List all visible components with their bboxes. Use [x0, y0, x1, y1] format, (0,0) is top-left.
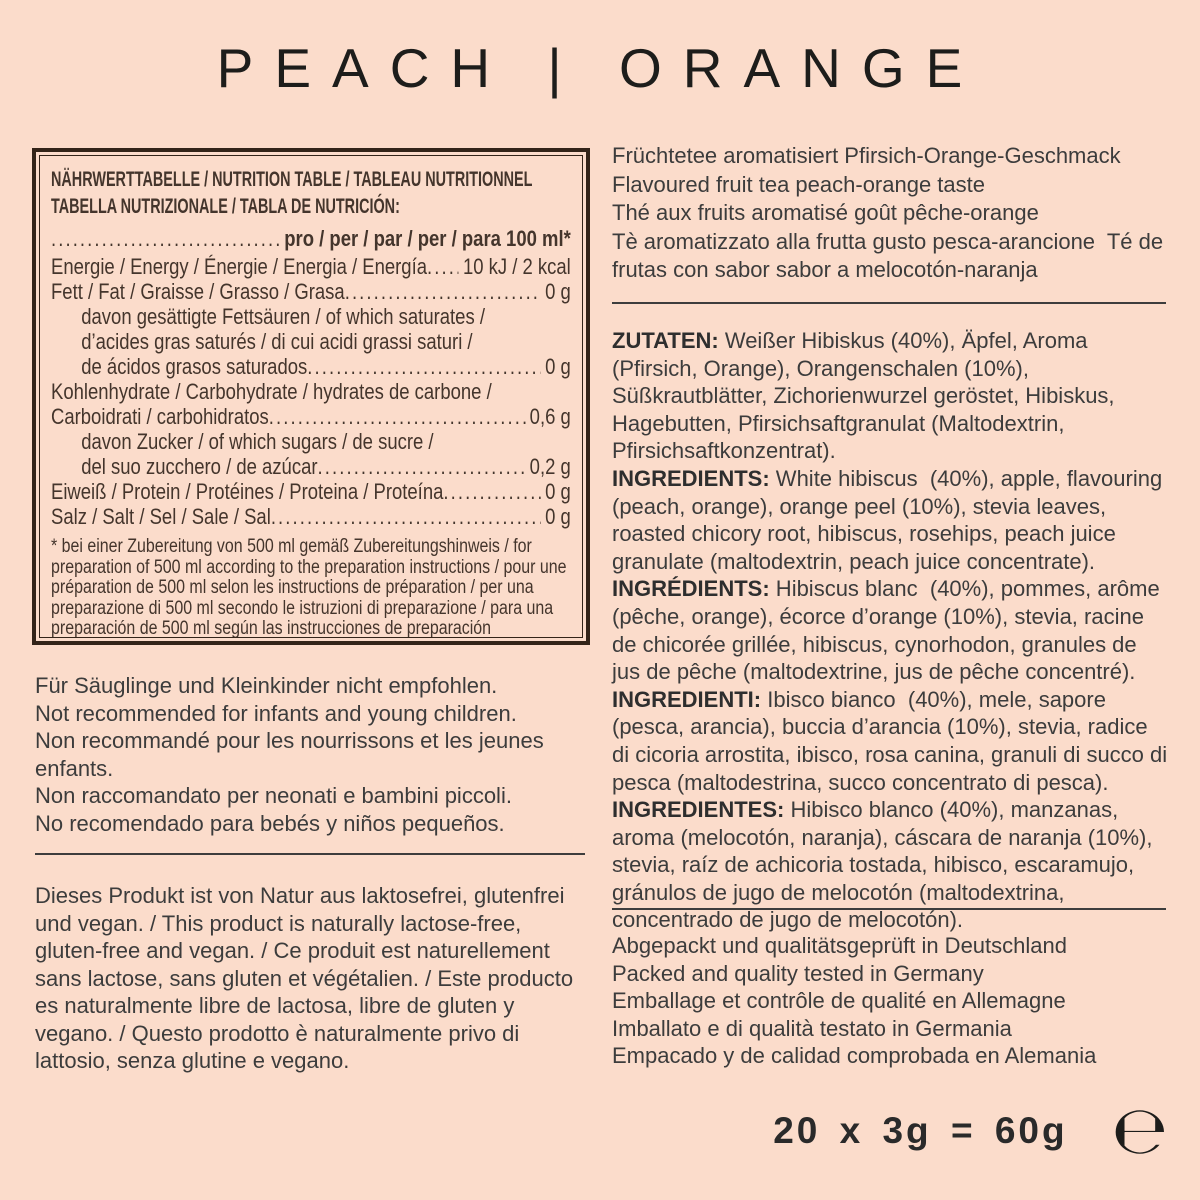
text-line: Thé aux fruits aromatisé goût pêche-orange — [612, 200, 1039, 225]
ingredients-list — [612, 327, 1174, 934]
ingredient-language-label: ZUTATEN: — [612, 328, 719, 353]
nutrient-value: 0 g — [545, 479, 571, 504]
nutrient-value: 0 g — [545, 504, 571, 529]
nutrient-row — [51, 354, 571, 379]
dot-leader — [307, 354, 541, 379]
infant-warning — [35, 672, 587, 837]
text-line: Emballage et contrôle de qualité en Allemagne — [612, 988, 1066, 1013]
nutrient-label: Energie / Energy / Énergie / Energia / Energía — [51, 254, 427, 279]
nutrient-label-line: davon gesättigte Fettsäuren / of which saturates / — [81, 304, 485, 329]
nutrient-label: Fett / Fat / Graisse / Grasso / Grasa — [51, 279, 345, 304]
text-line: Früchtetee aromatisiert Pfirsich-Orange-Geschmack — [612, 143, 1121, 168]
nutrient-value: 0,6 g — [529, 404, 571, 429]
nutrient-row — [51, 454, 571, 479]
ingredient-segment — [612, 327, 1170, 465]
ingredient-text: Weißer Hibiskus (40%), Äpfel, Aroma (Pfirsich, Orange), Orangenschalen (10%), Süßkrautblätter, Zichorienwurzel geröstet, Hibiskus, Hagebutten, Pfirsichsaftgranulat (Maltodextrin, Pfirsichsaftkonzentrat). — [612, 328, 1121, 464]
text-line: Non raccomandato per neonati e bambini piccoli. — [35, 783, 512, 808]
dot-leader — [345, 279, 541, 304]
dietary-note: Dieses Produkt ist von Natur aus laktosefrei, glutenfrei und vegan. / This product is naturally lactose-free, gluten-free and vegan. / Ce produit est naturellement sans lactose, sans gluten et végétalien. / Este producto es naturalmente libre de lactosa, libre de gluten y vegano. / Questo prodotto è naturalmente privo di lattosio, senza glutine e vegano. — [35, 883, 574, 1073]
nutrient-label-line: davon Zucker / of which sugars / de sucre / — [81, 429, 434, 454]
nutrient-row — [51, 404, 571, 429]
text-line: Empacado y de calidad comprobada en Alemania — [612, 1043, 1097, 1068]
text-line: Non recommandé pour les nourrissons et les jeunes enfants. — [35, 728, 550, 781]
ingredient-text: Ibisco bianco (40%), mele, sapore (pesca, arancia), buccia d’arancia (10%), stevia, radice di cicoria arrostita, ibisco, rosa canina, granuli di succo di pesca (maltodestrina, succo concentrato di pesca). — [612, 686, 1174, 795]
text-line: Abgepackt und qualitätsgeprüft in Deutschland — [612, 933, 1067, 958]
ingredient-segment — [612, 575, 1170, 685]
ingredient-segment — [612, 465, 1170, 575]
nutrient-value: 0 g — [545, 279, 571, 304]
text-line: Not recommended for infants and young children. — [35, 700, 517, 726]
ingredient-segment — [612, 686, 1174, 796]
product-title: PEACH | ORANGE — [216, 37, 984, 99]
section-divider — [612, 302, 1166, 304]
text-line: NÄHRWERTTABELLE / NUTRITION TABLE / TABLEAU NUTRITIONNEL — [51, 167, 533, 191]
text-line: Flavoured fruit tea peach-orange taste — [612, 171, 986, 197]
dot-leader — [271, 504, 541, 529]
nutrient-label-line: d’acides gras saturés / di cui acidi grassi saturi / — [81, 329, 473, 354]
net-weight: 20 x 3g = 60g — [773, 1110, 1068, 1151]
per-100ml-row — [51, 225, 571, 253]
nutrient-value: 0 g — [545, 354, 571, 379]
nutrition-table — [32, 148, 590, 645]
nutrition-footnote: * bei einer Zubereitung von 500 ml gemäß Zubereitungshinweis / for preparation of 500 ml according to the preparation instructions / pour une préparation de 500 ml selon les instructions de préparation / per una preparazione di 500 ml secondo le istruzioni di preparazione / para una preparación de 500 ml según las instrucciones de preparación — [51, 536, 567, 638]
dot-leader — [427, 254, 459, 279]
nutrition-table-body — [51, 225, 571, 638]
section-divider — [612, 908, 1166, 910]
ingredient-text: Hibisco blanco (40%), manzanas, aroma (melocotón, naranja), cáscara de naranja (10%), stevia, raíz de achicoria tostada, hibisco, escaramujo, gránulos de jugo de melocotón (maltodextrina, concentrado de jugo de melocotón). — [612, 797, 1159, 933]
dot-leader — [443, 479, 541, 504]
nutrition-table-heading — [51, 166, 570, 220]
net-weight-row — [612, 1092, 1168, 1169]
nutrient-label-line: Kohlenhydrate / Carbohydrate / hydrates de carbone / — [51, 379, 492, 404]
dot-leader — [269, 404, 526, 429]
text-line: TABELLA NUTRIZIONALE / TABLA DE NUTRICIÓN: — [51, 194, 400, 218]
ingredient-language-label: INGREDIENTS: — [612, 465, 770, 491]
nutrient-label: Carboidrati / carbohidratos — [51, 404, 269, 429]
nutrient-label: de ácidos grasos saturados — [81, 354, 308, 379]
packed-info — [612, 932, 1168, 1070]
section-divider — [35, 853, 585, 855]
dot-leader — [51, 225, 279, 253]
per-100ml-label: pro / per / par / per / para 100 ml* — [284, 226, 571, 251]
nutrient-row — [51, 279, 571, 304]
ingredient-language-label: INGRÉDIENTS: — [612, 576, 770, 602]
nutrient-label: del suo zucchero / de azúcar — [81, 454, 318, 479]
nutrient-row — [51, 504, 571, 529]
ingredient-text: White hibiscus (40%), apple, flavouring (peach, orange), orange peel (10%), stevia leaves, roasted chicory root, hibiscus, rosehips, peach juice granulate (maltodextrin, peach juice concentrate). — [612, 465, 1169, 574]
nutrition-rows — [51, 254, 571, 529]
estimated-sign-icon: ℮ — [1111, 1092, 1168, 1169]
ingredient-language-label: INGREDIENTES: — [612, 797, 785, 823]
text-line: Tè aromatizzato alla frutta gusto pesca-arancione Té de frutas con sabor sabor a melocotón-naranja — [612, 228, 1170, 282]
text-line: Packed and quality tested in Germany — [612, 960, 984, 986]
nutrient-label: Salz / Salt / Sel / Sale / Sal — [51, 504, 271, 529]
ingredient-language-label: INGREDIENTI: — [612, 686, 762, 712]
ingredient-text: Hibiscus blanc (40%), pommes, arôme (pêche, orange), écorce d’orange (10%), stevia, racine de chicorée grillée, hibiscus, cynorhodon, granules de jus de pêche (maltodextrine, jus de pêche concentré). — [612, 576, 1166, 685]
ingredient-segment — [612, 796, 1170, 934]
nutrient-row — [51, 479, 571, 504]
dot-leader — [318, 454, 526, 479]
product-description — [612, 142, 1168, 285]
nutrient-row — [51, 254, 571, 279]
nutrient-label: Eiweiß / Protein / Protéines / Proteina / Proteína — [51, 479, 444, 504]
text-line: Für Säuglinge und Kleinkinder nicht empfohlen. — [35, 673, 498, 698]
text-line: No recomendado para bebés y niños pequeños. — [35, 810, 505, 836]
nutrition-table-inner — [39, 155, 583, 638]
nutrient-value: 10 kJ / 2 kcal — [462, 254, 571, 279]
nutrient-value: 0,2 g — [529, 454, 571, 479]
text-line: Imballato e di qualità testato in Germania — [612, 1015, 1012, 1041]
